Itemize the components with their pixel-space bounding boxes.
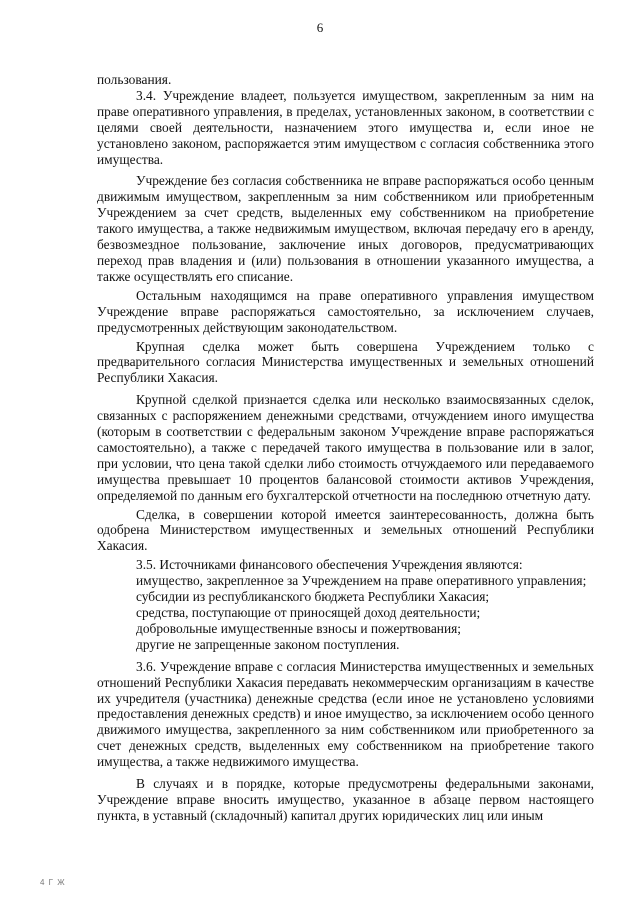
list-item: другие не запрещенные законом поступления. [136,636,400,652]
document-body [97,72,594,824]
paragraph-major-transaction: Крупная сделка может быть совершена Учреждением только с предварительного согласия Министерства имущественных и земельных отношений Республики Хакасия. [97,338,594,386]
paragraph-owner-consent: Учреждение без согласия собственника не вправе распоряжаться особо ценным движимым имуществом, закрепленным за ним собственником или приобретенным Учреждением за счет средств, выделенных ему собственником на приобретение такого имущества, а также недвижимым имуществом, включая передачу его в аренду, безвозмездное пользование, заключение иных договоров, предусматривающих переход прав владения и (или) пользования в отношении указанного имущества, а также осуществлять его списание. [97,173,594,284]
paragraph-3-4: 3.4. Учреждение владеет, пользуется имуществом, закрепленным за ним на праве оперативного управления, в пределах, установленных законом, в соответствии с целями своей деятельности, назначением этого имущества и, если иное не установлено законом, распоряжается этим имуществом с согласия собственника этого имущества. [97,87,594,167]
paragraph-charter-capital: В случаях и в порядке, которые предусмотрены федеральными законами, Учреждение вправе вносить имущество, указанное в абзаце первом настоящего пункта, в уставный (складочный) капитал других юридических лиц или иным [97,776,594,823]
scan-footer-mark: 4 Г Ж [40,878,66,887]
page-number: 6 [316,20,324,35]
paragraph-3-5: 3.5. Источниками финансового обеспечения Учреждения являются: [136,557,523,573]
list-item: добровольные имущественные взносы и пожертвования; [136,620,461,636]
list-item: средства, поступающие от приносящей доход деятельности; [136,605,481,620]
paragraph-independent-disposal: Остальным находящимся на праве оперативного управления имуществом Учреждение вправе распоряжаться самостоятельно, за исключением случаев, предусмотренных действующим законодательством. [97,287,594,335]
list-item: имущество, закрепленное за Учреждением на праве оперативного управления; [136,573,587,589]
list-item: субсидии из республиканского бюджета Республики Хакасия; [136,589,490,605]
paragraph-interested-transaction: Сделка, в совершении которой имеется заинтересованность, должна быть одобрена Министерством имущественных и земельных отношений Республики Хакасия. [97,506,594,554]
paragraph-continuation: пользования. [97,72,172,87]
paragraph-major-transaction-definition: Крупной сделкой признается сделка или несколько взаимосвязанных сделок, связанных с распоряжением денежными средствами, отчуждением иного имущества (которым в соответствии с федеральным законом Учреждение вправе распоряжаться самостоятельно), а также с передачей такого имущества в пользование или в залог, при условии, что цена такой сделки либо стоимость отчуждаемого или передаваемого имущества превышает 10 процентов балансовой стоимости активов Учреждения, определяемой по данным его бухгалтерской отчетности на последнюю отчетную дату. [97,392,594,503]
paragraph-3-6: 3.6. Учреждение вправе с согласия Министерства имущественных и земельных отношений Республики Хакасия передавать некоммерческим организациям в качестве их учредителя (участника) денежные средства (если иное не установлено условиями предоставления денежных средств) и иное имущество, за исключением особо ценного движимого имущества, закрепленного за ним собственником или приобретенного за счет денежных средств, выделенных ему собственником на приобретение такого имущества, а также недвижимого имущества. [97,658,594,770]
